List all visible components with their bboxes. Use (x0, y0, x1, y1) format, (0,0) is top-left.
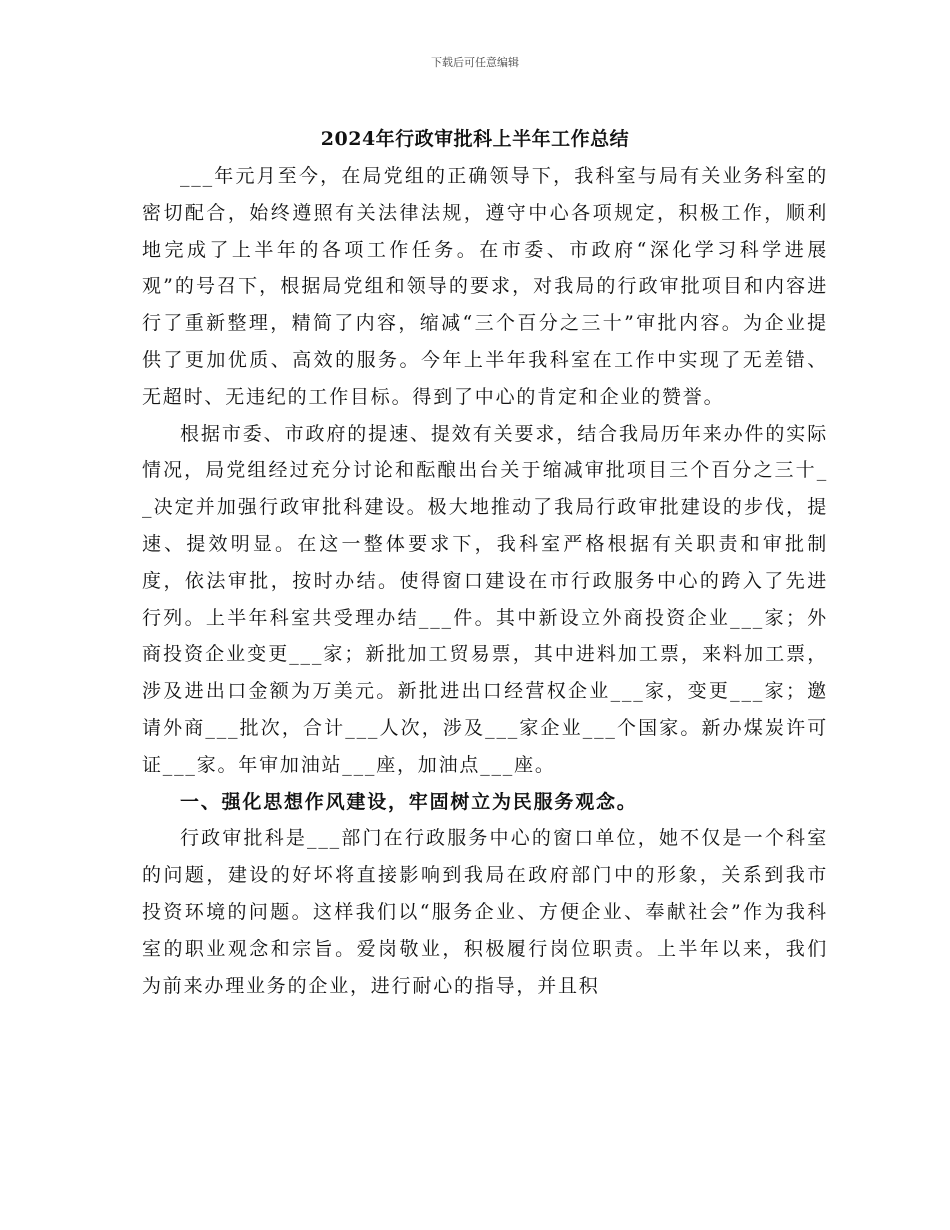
paragraph-progress: 根据市委、市政府的提速、提效有关要求，结合我局历年来办件的实际情况，局党组经过充分讨论和酝酿出台关于缩减审批项目三个百分之三十__决定并加强行政审批科建设。极大地推动了我局行政审批建设的步伐，提速、提效明显。在这一整体要求下，我科室严格根据有关职责和审批制度，依法审批，按时办结。使得窗口建设在市行政服务中心的跨入了先进行列。上半年科室共受理办结___件。其中新设立外商投资企业___家；外商投资企业变更___家；新批加工贸易票，其中进料加工票，来料加工票，涉及进出口金额为万美元。新批进出口经营权企业___家，变更___家；邀请外商___批次，合计___人次，涉及___家企业___个国家。新办煤炭许可证___家。年审加油站___座，加油点___座。 (142, 422, 828, 776)
paragraph-intro: ___年元月至今，在局党组的正确领导下，我科室与局有关业务科室的密切配合，始终遵照有关法律法规，遵守中心各项规定，积极工作，顺利地完成了上半年的各项工作任务。在市委、市政府“深化学习科学进展观”的号召下，根据局党组和领导的要求，对我局的行政审批项目和内容进行了重新整理，精简了内容，缩减“三个百分之三十”审批内容。为企业提供了更加优质、高效的服务。今年上半年我科室在工作中实现了无差错、无超时、无违纪的工作目标。得到了中心的肯定和企业的赞誉。 (142, 165, 828, 408)
document-title: 2024年行政审批科上半年工作总结 (320, 128, 630, 150)
page-header-note: 下载后可任意编辑 (431, 56, 519, 69)
document-body (142, 158, 828, 1004)
paragraph-section-1: 行政审批科是___部门在行政服务中心的窗口单位，她不仅是一个科室的问题，建设的好坏将直接影响到我局在政府部门中的形象，关系到我市投资环境的问题。这样我们以“服务企业、方便企业、奉献社会”作为我科室的职业观念和宗旨。爱岗敬业，积极履行岗位职责。上半年以来，我们为前来办理业务的企业，进行耐心的指导，并且积 (142, 827, 828, 997)
section-heading: 一、强化思想作风建设，牢固树立为民服务观念。 (180, 790, 638, 813)
